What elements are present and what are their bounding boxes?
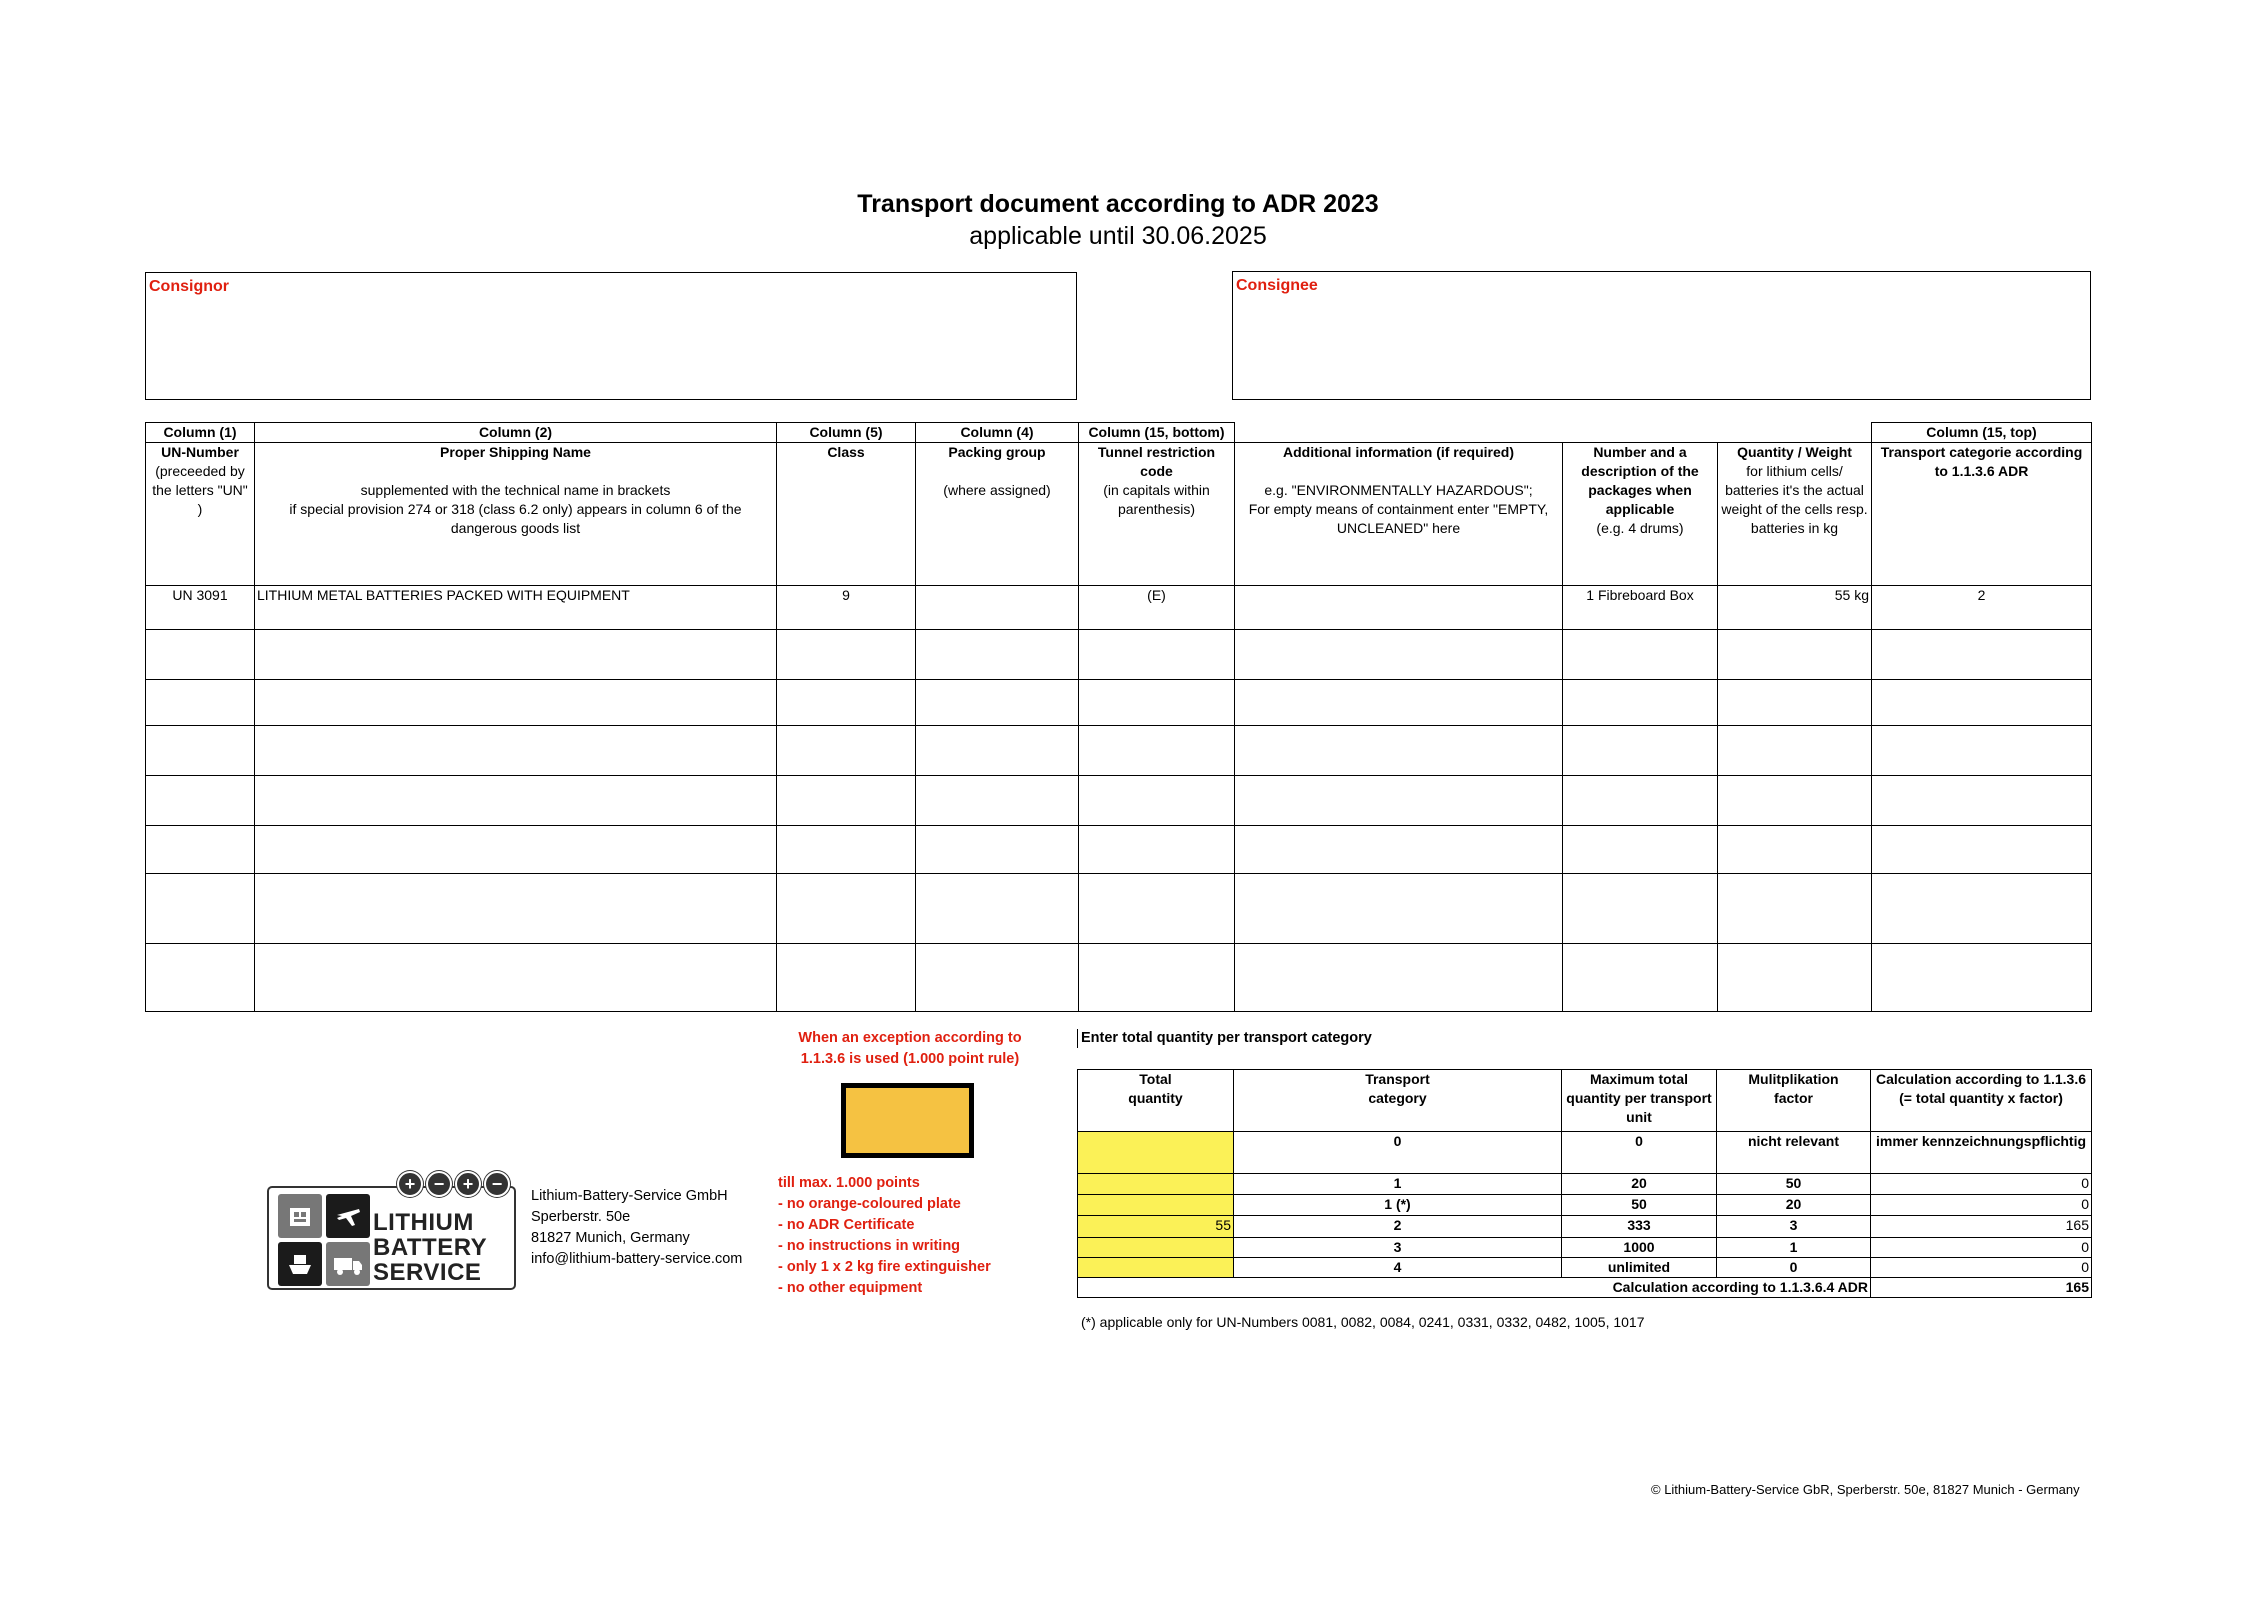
list-item: - no other equipment	[778, 1280, 923, 1296]
col-num-5: Column (5)	[777, 423, 916, 443]
table-row: 0 0 nicht relevant immer kennzeichnungspflichtig	[1078, 1132, 2092, 1174]
goods-table	[145, 422, 2092, 1012]
plus-icon: +	[455, 1171, 481, 1197]
table-row: 4 unlimited 0 0	[1078, 1258, 2092, 1278]
col-num-2: Column (2)	[255, 423, 777, 443]
list-item: - no ADR Certificate	[778, 1217, 915, 1233]
column-number-row	[146, 423, 2092, 443]
header-row	[146, 443, 2092, 586]
total-quantity-input[interactable]	[1078, 1195, 1234, 1216]
table-row[interactable]	[146, 630, 2092, 680]
ship-icon	[278, 1242, 322, 1286]
company-address	[531, 1186, 742, 1270]
col-num-15-top: Column (15, top)	[1872, 423, 2092, 443]
table-row[interactable]	[146, 944, 2092, 1012]
orange-plate	[841, 1083, 974, 1158]
document-title: Transport document according to ADR 2023	[857, 190, 1379, 218]
col-num-1: Column (1)	[146, 423, 255, 443]
header-packages: Number and a description of the packages when applicable (e.g. 4 drums)	[1563, 443, 1718, 586]
total-quantity-input[interactable]: 55	[1078, 1216, 1234, 1238]
plus-icon: +	[397, 1171, 423, 1197]
footnote: (*) applicable only for UN-Numbers 0081, 0082, 0084, 0241, 0331, 0332, 0482, 1005, 1017	[1081, 1314, 1645, 1330]
company-logo	[267, 1174, 516, 1290]
cell-pg[interactable]	[916, 586, 1079, 630]
list-item: - no orange-coloured plate	[778, 1196, 961, 1212]
cell-psn[interactable]: LITHIUM METAL BATTERIES PACKED WITH EQUIPMENT	[255, 586, 777, 630]
list-item: - only 1 x 2 kg fire extinguisher	[778, 1259, 991, 1275]
consignee-label: Consignee	[1236, 277, 1318, 294]
company-email[interactable]: info@lithium-battery-service.com	[531, 1251, 743, 1267]
total-quantity-input[interactable]	[1078, 1174, 1234, 1195]
document-subtitle: applicable until 30.06.2025	[969, 222, 1267, 250]
cell-tunnel[interactable]: (E)	[1079, 586, 1235, 630]
header-proper-shipping-name: Proper Shipping Name supplemented with the technical name in brackets if special provision 274 or 318 (class 6.2 only) appears in column 6 of the dangerous goods list	[255, 443, 777, 586]
logo-text-lithium: LITHIUM	[373, 1209, 474, 1236]
table-row: 3 1000 1 0	[1078, 1238, 2092, 1258]
total-quantity-input[interactable]	[1078, 1132, 1234, 1174]
exception-rules	[778, 1173, 1098, 1299]
calc-sum-value: 165	[1871, 1278, 2092, 1298]
header-class: Class	[777, 443, 916, 586]
table-row[interactable]	[146, 826, 2092, 874]
calc-sum-row	[1078, 1278, 2092, 1298]
calc-sum-label: Calculation according to 1.1.3.6.4 ADR	[1078, 1278, 1871, 1298]
calc-header-max: Maximum total quantity per transport unit	[1562, 1070, 1717, 1132]
header-quantity: Quantity / Weight for lithium cells/ batteries it's the actual weight of the cells resp. batteries in kg	[1718, 443, 1872, 586]
table-row[interactable]	[146, 874, 2092, 944]
cell-category[interactable]: 2	[1872, 586, 2092, 630]
logo-text-battery: BATTERY	[373, 1234, 488, 1261]
consignor-label: Consignor	[149, 278, 229, 295]
table-row	[146, 586, 2092, 630]
exception-heading: When an exception according to 1.1.3.6 is used (1.000 point rule)	[798, 1030, 1022, 1067]
header-un-number: UN-Number (preceeded by the letters "UN" )	[146, 443, 255, 586]
list-item: till max. 1.000 points	[778, 1175, 920, 1191]
consignor-box[interactable]	[145, 272, 1077, 400]
company-street: Sperberstr. 50e	[531, 1209, 631, 1225]
minus-icon: −	[484, 1171, 510, 1197]
warehouse-icon	[278, 1194, 322, 1238]
total-quantity-input[interactable]	[1078, 1238, 1234, 1258]
calc-header-row	[1078, 1070, 2092, 1132]
header-additional-info: Additional information (if required) e.g. "ENVIRONMENTALLY HAZARDOUS"; For empty means of containment enter "EMPTY, UNCLEANED" here	[1235, 443, 1563, 586]
table-row[interactable]	[146, 726, 2092, 776]
copyright: © Lithium-Battery-Service GbR, Sperberstr. 50e, 81827 Munich - Germany	[1651, 1482, 2080, 1497]
header-packing-group: Packing group (where assigned)	[916, 443, 1079, 586]
logo-text-service: SERVICE	[373, 1259, 482, 1286]
cell-class[interactable]: 9	[777, 586, 916, 630]
minus-icon: −	[426, 1171, 452, 1197]
cell-un[interactable]: UN 3091	[146, 586, 255, 630]
cell-additional[interactable]	[1235, 586, 1563, 630]
airplane-icon	[326, 1194, 370, 1238]
table-row: 55 2 333 3 165	[1078, 1216, 2092, 1238]
header-transport-category: Transport categorie according to 1.1.3.6 ADR	[1872, 443, 2092, 586]
calc-header-category: Transport category	[1234, 1070, 1562, 1132]
calc-header-factor: Mulitplikation factor	[1717, 1070, 1871, 1132]
calc-header-calc: Calculation according to 1.1.3.6 (= total quantity x factor)	[1871, 1070, 2092, 1132]
calc-heading: Enter total quantity per transport category	[1077, 1029, 1372, 1048]
battery-terminals	[397, 1171, 510, 1197]
col-num-4: Column (4)	[916, 423, 1079, 443]
calc-header-total: Total quantity	[1078, 1070, 1234, 1132]
consignee-box[interactable]	[1232, 271, 2091, 400]
company-city: 81827 Munich, Germany	[531, 1230, 690, 1246]
cell-packages[interactable]: 1 Fibreboard Box	[1563, 586, 1718, 630]
company-name: Lithium-Battery-Service GmbH	[531, 1188, 728, 1204]
table-row: 1 (*) 50 20 0	[1078, 1195, 2092, 1216]
list-item: - no instructions in writing	[778, 1238, 961, 1254]
header-tunnel-code: Tunnel restriction code (in capitals within parenthesis)	[1079, 443, 1235, 586]
table-row[interactable]	[146, 680, 2092, 726]
col-num-15-bottom: Column (15, bottom)	[1079, 423, 1235, 443]
total-quantity-input[interactable]	[1078, 1258, 1234, 1278]
cell-quantity[interactable]: 55 kg	[1718, 586, 1872, 630]
table-row: 1 20 50 0	[1078, 1174, 2092, 1195]
truck-icon	[326, 1242, 370, 1286]
calc-table	[1077, 1069, 2092, 1298]
table-row[interactable]	[146, 776, 2092, 826]
